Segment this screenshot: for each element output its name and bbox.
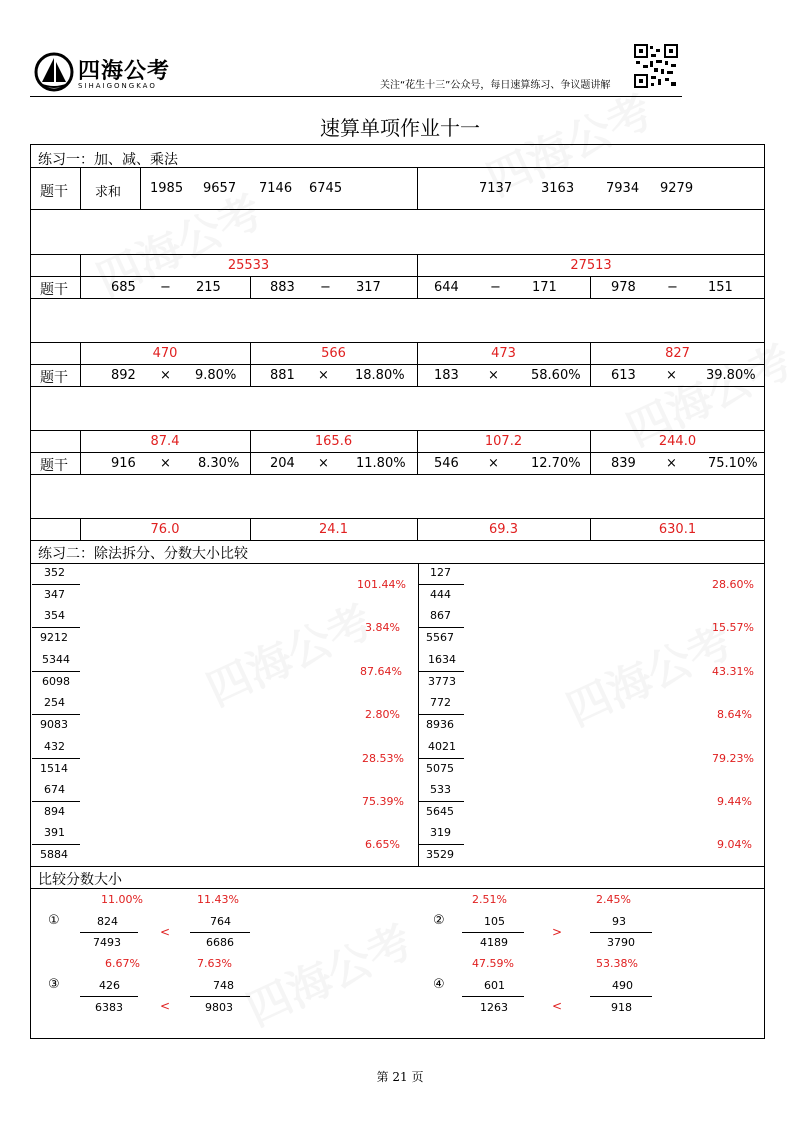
fraction-bar (32, 584, 80, 585)
row-divider (30, 342, 765, 343)
col-divider (250, 276, 251, 298)
denominator: 918 (611, 1001, 632, 1014)
operator: × (318, 456, 329, 471)
numerator: 772 (430, 696, 451, 709)
percent-value: 2.51% (472, 893, 507, 906)
fraction-bar (80, 996, 138, 997)
fraction-bar (590, 996, 652, 997)
fraction-bar (418, 671, 464, 672)
row-divider (30, 276, 765, 277)
answer-value: 27513 (570, 258, 612, 273)
denominator: 3529 (426, 848, 454, 861)
answer-value: 28.53% (362, 752, 404, 765)
row-divider (30, 540, 765, 541)
answer-value: 470 (152, 346, 178, 361)
header-divider (30, 96, 682, 97)
answer-value: 3.84% (365, 621, 400, 634)
numerator: 254 (44, 696, 65, 709)
row-divider (30, 209, 765, 210)
fraction-bar (32, 714, 80, 715)
item-marker: ② (433, 913, 445, 928)
answer-value: 87.4 (150, 434, 180, 449)
fraction-bar (418, 627, 464, 628)
sum-operand: 9279 (660, 181, 694, 196)
denominator: 5567 (426, 631, 454, 644)
numerator: 105 (484, 915, 505, 928)
numerator: 490 (612, 979, 633, 992)
operand: 204 (270, 456, 295, 471)
denominator: 3790 (607, 936, 635, 949)
numerator: 1634 (428, 653, 456, 666)
operator: − (490, 280, 501, 295)
sum-operand: 6745 (309, 181, 343, 196)
denominator: 9212 (40, 631, 68, 644)
operand: 39.80% (706, 368, 756, 383)
numerator: 674 (44, 783, 65, 796)
qr-code-icon (634, 44, 678, 88)
row-divider (30, 298, 765, 299)
fraction-bar (32, 801, 80, 802)
numerator: 764 (210, 915, 231, 928)
operator: × (666, 368, 677, 383)
sum-operand: 7146 (259, 181, 293, 196)
operand: 58.60% (531, 368, 581, 383)
denominator: 8936 (426, 718, 454, 731)
row-label: 题干 (40, 184, 68, 200)
row-divider (30, 364, 765, 365)
item-marker: ① (48, 913, 60, 928)
comparison-sign: < (160, 999, 171, 1013)
denominator: 5645 (426, 805, 454, 818)
answer-value: 2.80% (365, 708, 400, 721)
denominator: 1514 (40, 762, 68, 775)
numerator: 5344 (42, 653, 70, 666)
row-label: 题干 (40, 370, 68, 386)
operand: 171 (532, 280, 557, 295)
percent-value: 6.67% (105, 957, 140, 970)
operator: − (320, 280, 331, 295)
operator: × (160, 456, 171, 471)
fraction-bar (462, 996, 524, 997)
header-slogan: 关注“花生十三”公众号，每日速算练习、争议题讲解 (380, 80, 611, 91)
numerator: 352 (44, 566, 65, 579)
fraction-bar (32, 627, 80, 628)
section-heading-ex2: 练习二：除法拆分、分数大小比较 (38, 546, 248, 562)
fraction-bar (418, 801, 464, 802)
denominator: 347 (44, 588, 65, 601)
operand: 883 (270, 280, 295, 295)
col-divider (140, 167, 141, 209)
operand: 9.80% (195, 368, 237, 383)
answer-line (190, 1038, 250, 1039)
sum-operand: 1985 (150, 181, 184, 196)
answer-value: 69.3 (489, 522, 518, 537)
denominator: 3773 (428, 675, 456, 688)
denominator: 7493 (93, 936, 121, 949)
operator: − (160, 280, 171, 295)
operator: × (666, 456, 677, 471)
answer-line (80, 1038, 138, 1039)
percent-value: 11.43% (197, 893, 239, 906)
item-marker: ④ (433, 977, 445, 992)
fraction-bar (462, 932, 524, 933)
section-heading-ex1: 练习一：加、减、乘法 (38, 152, 178, 168)
row-divider (30, 888, 765, 889)
fraction-bar (190, 932, 250, 933)
denominator: 6686 (206, 936, 234, 949)
operator: × (488, 456, 499, 471)
denominator: 5075 (426, 762, 454, 775)
col-divider (417, 276, 418, 298)
operand: 892 (111, 368, 136, 383)
col-divider (80, 452, 81, 474)
answer-value: 566 (321, 346, 346, 361)
answer-value: 827 (665, 346, 690, 361)
page-title: 速算单项作业十一 (320, 116, 480, 140)
sum-operand: 9657 (203, 181, 237, 196)
answer-value: 101.44% (357, 578, 406, 591)
operand: 839 (611, 456, 636, 471)
denominator: 1263 (480, 1001, 508, 1014)
row-divider (30, 254, 765, 255)
operand: 685 (111, 280, 136, 295)
row-divider (30, 866, 765, 867)
row-divider (30, 563, 765, 564)
numerator: 391 (44, 826, 65, 839)
answer-value: 107.2 (484, 434, 523, 449)
operand: 644 (434, 280, 459, 295)
operand: 613 (611, 368, 636, 383)
percent-value: 47.59% (472, 957, 514, 970)
row-divider (30, 386, 765, 387)
percent-value: 7.63% (197, 957, 232, 970)
col-divider (80, 276, 81, 298)
numerator: 319 (430, 826, 451, 839)
col-divider (590, 452, 591, 474)
operator: × (160, 368, 171, 383)
comparison-sign: > (552, 925, 563, 939)
numerator: 432 (44, 740, 65, 753)
sum-operand: 7934 (606, 181, 640, 196)
col-divider (417, 167, 418, 209)
sailboat-logo-icon (34, 52, 74, 92)
answer-value: 76.0 (150, 522, 180, 537)
col-divider (417, 452, 418, 474)
numerator: 824 (97, 915, 118, 928)
denominator: 9083 (40, 718, 68, 731)
fraction-bar (190, 996, 250, 997)
answer-value: 75.39% (362, 795, 404, 808)
col-divider (250, 452, 251, 474)
fraction-bar (418, 844, 464, 845)
col-divider (417, 364, 418, 386)
answer-value: 165.6 (314, 434, 353, 449)
answer-value: 43.31% (712, 665, 754, 678)
answer-value: 87.64% (360, 665, 402, 678)
answer-value: 24.1 (319, 522, 348, 537)
operand: 18.80% (355, 368, 405, 383)
operand: 12.70% (531, 456, 581, 471)
numerator: 93 (612, 915, 626, 928)
answer-line (462, 1038, 524, 1039)
row-label: 题干 (40, 458, 68, 474)
operand: 317 (356, 280, 381, 295)
col-divider (250, 364, 251, 386)
denominator: 9803 (205, 1001, 233, 1014)
numerator: 533 (430, 783, 451, 796)
percent-value: 11.00% (101, 893, 143, 906)
operand: 75.10% (708, 456, 758, 471)
fraction-bar (418, 758, 464, 759)
fraction-bar (418, 584, 464, 585)
fraction-bar (32, 671, 80, 672)
answer-value: 25533 (227, 258, 270, 273)
row-divider (30, 430, 765, 431)
numerator: 426 (99, 979, 120, 992)
col-divider (590, 364, 591, 386)
answer-value: 244.0 (658, 434, 697, 449)
answer-value: 28.60% (712, 578, 754, 591)
numerator: 127 (430, 566, 451, 579)
answer-value: 9.04% (717, 838, 752, 851)
answer-value: 15.57% (712, 621, 754, 634)
answer-value: 630.1 (658, 522, 697, 537)
operand: 11.80% (356, 456, 406, 471)
col-divider (590, 276, 591, 298)
answer-value: 79.23% (712, 752, 754, 765)
sum-operand: 3163 (541, 181, 575, 196)
fraction-bar (418, 714, 464, 715)
denominator: 4189 (480, 936, 508, 949)
item-marker: ③ (48, 977, 60, 992)
numerator: 354 (44, 609, 65, 622)
answer-value: 9.44% (717, 795, 752, 808)
logo-text: 四海公考 (78, 59, 171, 84)
sum-label: 求和 (95, 185, 122, 200)
answer-value: 6.65% (365, 838, 400, 851)
percent-value: 53.38% (596, 957, 638, 970)
operator: × (318, 368, 329, 383)
numerator: 867 (430, 609, 451, 622)
fraction-bar (80, 932, 138, 933)
operator: − (667, 280, 678, 295)
numerator: 4021 (428, 740, 456, 753)
operand: 978 (611, 280, 636, 295)
row-divider (30, 474, 765, 475)
operand: 151 (708, 280, 733, 295)
row-divider (30, 452, 765, 453)
operand: 183 (434, 368, 459, 383)
numerator: 748 (213, 979, 234, 992)
operand: 8.30% (198, 456, 240, 471)
fraction-bar (590, 932, 652, 933)
answer-value: 473 (491, 346, 516, 361)
fraction-bar (32, 844, 80, 845)
row-divider (30, 518, 765, 519)
logo-subtext: SIHAIGONGKAO (78, 82, 157, 90)
comparison-sign: < (552, 999, 563, 1013)
denominator: 6098 (42, 675, 70, 688)
operand: 215 (196, 280, 221, 295)
answer-line (590, 1038, 652, 1039)
row-label: 题干 (40, 282, 68, 298)
sum-operand: 7137 (479, 181, 513, 196)
comparison-sign: < (160, 925, 171, 939)
col-divider (80, 167, 81, 209)
denominator: 894 (44, 805, 65, 818)
col-divider (80, 364, 81, 386)
page-number: 第 21 页 (376, 1070, 424, 1084)
section-heading-ex3: 比较分数大小 (38, 872, 122, 888)
denominator: 444 (430, 588, 451, 601)
operand: 546 (434, 456, 459, 471)
denominator: 6383 (95, 1001, 123, 1014)
numerator: 601 (484, 979, 505, 992)
answer-value: 8.64% (717, 708, 752, 721)
percent-value: 2.45% (596, 893, 631, 906)
operand: 916 (111, 456, 136, 471)
denominator: 5884 (40, 848, 68, 861)
operator: × (488, 368, 499, 383)
brand-logo (34, 52, 174, 96)
operand: 881 (270, 368, 295, 383)
fraction-bar (32, 758, 80, 759)
